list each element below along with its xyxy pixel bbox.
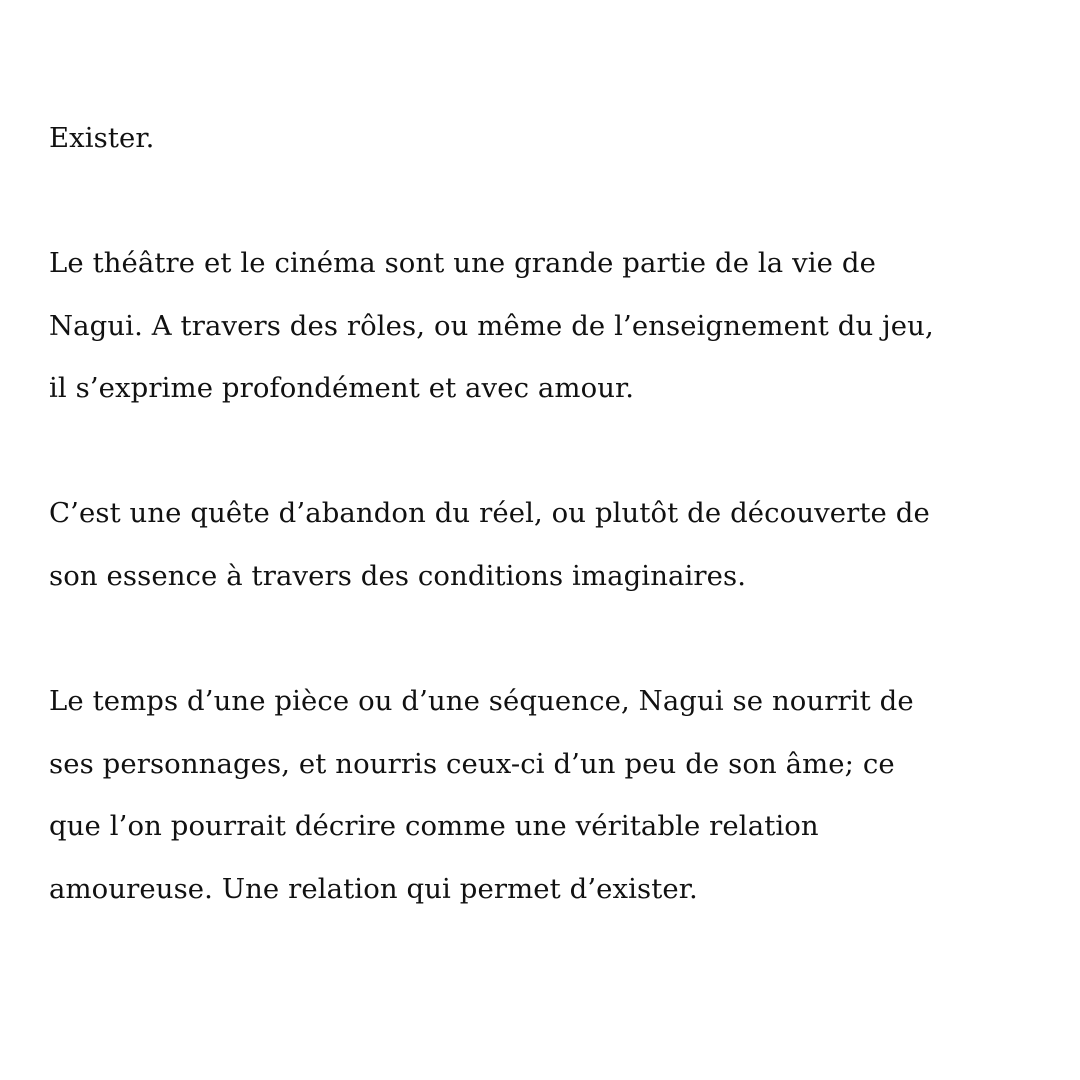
paragraph-line: C’est une quête d’abandon du réel, ou plutôt de découverte de <box>49 497 930 529</box>
paragraph-line: que l’on pourrait décrire comme une véritable relation <box>49 810 819 842</box>
paragraph-line: il s’exprime profondément et avec amour. <box>49 372 635 404</box>
paragraph-line: Nagui. A travers des rôles, ou même de l’enseignement du jeu, <box>49 310 934 342</box>
paragraph-line: ses personnages, et nourris ceux-ci d’un peu de son âme; ce <box>49 748 895 780</box>
paragraph-line: Le temps d’une pièce ou d’une séquence, Nagui se nourrit de <box>49 685 914 717</box>
paragraph-line: Le théâtre et le cinéma sont une grande partie de la vie de <box>49 247 876 279</box>
document-title: Exister. <box>49 122 155 154</box>
paragraph-line: son essence à travers des conditions imaginaires. <box>49 560 747 592</box>
paragraph-line: amoureuse. Une relation qui permet d’exister. <box>49 873 698 905</box>
